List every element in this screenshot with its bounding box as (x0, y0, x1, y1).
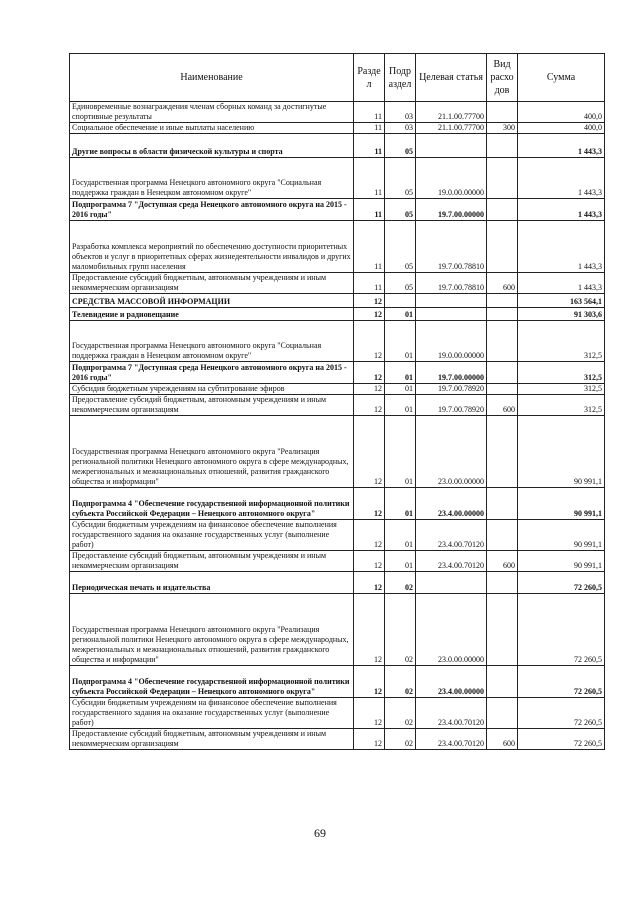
header-name: Наименование (70, 54, 354, 102)
row-kind: 600 (487, 395, 518, 416)
row-target: 21.1.00.77700 (416, 102, 487, 123)
row-name: Государственная программа Ненецкого автономного округа "Реализация региональной политики Ненецкого автономного округа в сфере международных, межрегиональных и межнациональных отношений, развития гражданского общества и информации" (70, 416, 354, 488)
row-sum: 90 991,1 (518, 551, 605, 572)
row-target: 23.4.00.70120 (416, 520, 487, 551)
row-razdel: 12 (354, 520, 385, 551)
row-razdel: 12 (354, 551, 385, 572)
row-podrazdel: 05 (385, 199, 416, 221)
page-number: 69 (314, 826, 326, 840)
table-header-row (70, 54, 605, 102)
table-row (70, 308, 605, 321)
row-target: 23.4.00.00000 (416, 488, 487, 520)
row-podrazdel: 02 (385, 729, 416, 750)
row-target (416, 572, 487, 594)
row-podrazdel: 02 (385, 572, 416, 594)
row-sum: 72 260,5 (518, 594, 605, 666)
row-razdel: 12 (354, 729, 385, 750)
row-kind (487, 666, 518, 698)
row-kind (487, 294, 518, 308)
row-kind (487, 308, 518, 321)
row-target: 19.7.00.78920 (416, 384, 487, 395)
row-sum: 312,5 (518, 321, 605, 362)
row-podrazdel: 05 (385, 273, 416, 294)
row-name: Субсидии бюджетным учреждениям на финансовое обеспечение выполнения государственного задания на оказание государственных услуг (выполнение работ) (70, 520, 354, 551)
row-target (416, 134, 487, 158)
row-razdel: 12 (354, 698, 385, 729)
row-target: 21.1.00.77700 (416, 123, 487, 134)
table-row (70, 273, 605, 294)
row-kind (487, 134, 518, 158)
row-name: Подпрограмма 7 "Доступная среда Ненецкого автономного округа на 2015 - 2016 годы" (70, 199, 354, 221)
row-sum: 312,5 (518, 384, 605, 395)
row-target: 19.7.00.00000 (416, 362, 487, 384)
row-kind (487, 384, 518, 395)
row-sum: 1 443,3 (518, 199, 605, 221)
row-podrazdel: 05 (385, 221, 416, 273)
row-sum: 72 260,5 (518, 666, 605, 698)
row-razdel: 11 (354, 221, 385, 273)
row-name: Подпрограмма 7 "Доступная среда Ненецкого автономного округа на 2015 - 2016 годы" (70, 362, 354, 384)
row-razdel: 11 (354, 134, 385, 158)
row-name: СРЕДСТВА МАССОВОЙ ИНФОРМАЦИИ (70, 294, 354, 308)
row-kind (487, 362, 518, 384)
row-podrazdel: 01 (385, 395, 416, 416)
row-sum: 1 443,3 (518, 158, 605, 199)
row-razdel: 11 (354, 123, 385, 134)
row-razdel: 11 (354, 158, 385, 199)
row-kind: 300 (487, 123, 518, 134)
row-podrazdel: 02 (385, 594, 416, 666)
row-name: Подпрограмма 4 "Обеспечение государственной информационной политики субъекта Российской Федерации – Ненецкого автономного округа" (70, 488, 354, 520)
row-target: 23.0.00.00000 (416, 416, 487, 488)
row-kind (487, 572, 518, 594)
table-row (70, 551, 605, 572)
row-sum: 1 443,3 (518, 273, 605, 294)
row-razdel: 12 (354, 416, 385, 488)
table-row (70, 572, 605, 594)
row-target: 19.0.00.00000 (416, 321, 487, 362)
row-podrazdel: 01 (385, 488, 416, 520)
row-razdel: 11 (354, 199, 385, 221)
row-sum: 312,5 (518, 395, 605, 416)
row-kind (487, 416, 518, 488)
row-razdel: 12 (354, 294, 385, 308)
row-podrazdel: 01 (385, 520, 416, 551)
row-podrazdel (385, 294, 416, 308)
row-kind (487, 698, 518, 729)
table-row (70, 416, 605, 488)
table-row (70, 488, 605, 520)
row-name: Социальное обеспечение и иные выплаты населению (70, 123, 354, 134)
row-kind (487, 158, 518, 199)
row-name: Периодическая печать и издательства (70, 572, 354, 594)
header-target: Целевая статья (416, 54, 487, 102)
row-name: Субсидия бюджетным учреждениям на субтитрование эфиров (70, 384, 354, 395)
row-sum: 90 991,1 (518, 488, 605, 520)
row-name: Подпрограмма 4 "Обеспечение государственной информационной политики субъекта Российской Федерации – Ненецкого автономного округа" (70, 666, 354, 698)
table-row (70, 102, 605, 123)
row-podrazdel: 01 (385, 384, 416, 395)
row-razdel: 11 (354, 273, 385, 294)
row-name: Государственная программа Ненецкого автономного округа "Социальная поддержка граждан в Ненецком автономном округе" (70, 321, 354, 362)
row-kind: 600 (487, 729, 518, 750)
row-sum: 72 260,5 (518, 729, 605, 750)
row-kind: 600 (487, 273, 518, 294)
row-target: 23.4.00.00000 (416, 666, 487, 698)
row-target: 19.0.00.00000 (416, 158, 487, 199)
row-target: 23.0.00.00000 (416, 594, 487, 666)
table-row (70, 294, 605, 308)
row-podrazdel: 05 (385, 158, 416, 199)
row-sum: 400,0 (518, 102, 605, 123)
row-razdel: 12 (354, 395, 385, 416)
row-podrazdel: 05 (385, 134, 416, 158)
row-podrazdel: 02 (385, 666, 416, 698)
table-row (70, 666, 605, 698)
header-podrazdel: Подр аздел (385, 54, 416, 102)
row-kind (487, 488, 518, 520)
row-razdel: 12 (354, 666, 385, 698)
row-target: 19.7.00.78810 (416, 221, 487, 273)
row-kind: 600 (487, 551, 518, 572)
row-kind (487, 221, 518, 273)
table-row (70, 698, 605, 729)
row-name: Государственная программа Ненецкого автономного округа "Реализация региональной политики Ненецкого автономного округа в сфере международных, межрегиональных и межнациональных отношений, развития гражданского общества и информации" (70, 594, 354, 666)
row-podrazdel: 03 (385, 123, 416, 134)
row-target: 19.7.00.78810 (416, 273, 487, 294)
row-sum: 72 260,5 (518, 572, 605, 594)
row-razdel: 11 (354, 102, 385, 123)
row-target (416, 308, 487, 321)
row-sum: 400,0 (518, 123, 605, 134)
row-name: Предоставление субсидий бюджетным, автономным учреждениям и иным некоммерческим организациям (70, 551, 354, 572)
table-row (70, 594, 605, 666)
row-target: 23.4.00.70120 (416, 698, 487, 729)
row-sum: 72 260,5 (518, 698, 605, 729)
row-razdel: 12 (354, 488, 385, 520)
table-row (70, 158, 605, 199)
row-sum: 163 564,1 (518, 294, 605, 308)
row-kind (487, 520, 518, 551)
row-target (416, 294, 487, 308)
row-name: Разработка комплекса мероприятий по обеспечению доступности приоритетных объектов и услуг в приоритетных сферах жизнедеятельности инвалидов и других маломобильных групп населения (70, 221, 354, 273)
row-razdel: 12 (354, 594, 385, 666)
table-row (70, 134, 605, 158)
row-target: 23.4.00.70120 (416, 551, 487, 572)
row-name: Предоставление субсидий бюджетным, автономным учреждениям и иным некоммерческим организациям (70, 729, 354, 750)
table-row (70, 729, 605, 750)
header-sum: Сумма (518, 54, 605, 102)
table-row (70, 321, 605, 362)
row-kind (487, 102, 518, 123)
header-kind: Вид расхо дов (487, 54, 518, 102)
table-row (70, 199, 605, 221)
table-row (70, 384, 605, 395)
row-podrazdel: 01 (385, 551, 416, 572)
table-row (70, 123, 605, 134)
row-podrazdel: 01 (385, 416, 416, 488)
row-sum: 312,5 (518, 362, 605, 384)
row-kind (487, 594, 518, 666)
header-razdel: Разде л (354, 54, 385, 102)
row-kind (487, 321, 518, 362)
row-podrazdel: 01 (385, 362, 416, 384)
row-razdel: 12 (354, 362, 385, 384)
row-sum: 1 443,3 (518, 134, 605, 158)
row-target: 23.4.00.70120 (416, 729, 487, 750)
table-row (70, 221, 605, 273)
row-razdel: 12 (354, 384, 385, 395)
table-row (70, 395, 605, 416)
row-name: Другие вопросы в области физической культуры и спорта (70, 134, 354, 158)
budget-table (69, 53, 605, 750)
row-razdel: 12 (354, 572, 385, 594)
row-name: Предоставление субсидий бюджетным, автономным учреждениям и иным некоммерческим организациям (70, 395, 354, 416)
row-target: 19.7.00.78920 (416, 395, 487, 416)
row-podrazdel: 03 (385, 102, 416, 123)
row-name: Государственная программа Ненецкого автономного округа "Социальная поддержка граждан в Ненецком автономном округе" (70, 158, 354, 199)
row-sum: 1 443,3 (518, 221, 605, 273)
row-name: Предоставление субсидий бюджетным, автономным учреждениям и иным некоммерческим организациям (70, 273, 354, 294)
row-kind (487, 199, 518, 221)
table-row (70, 520, 605, 551)
row-sum: 91 303,6 (518, 308, 605, 321)
row-sum: 90 991,1 (518, 416, 605, 488)
row-podrazdel: 01 (385, 321, 416, 362)
row-razdel: 12 (354, 308, 385, 321)
row-podrazdel: 02 (385, 698, 416, 729)
row-name: Единовременные вознаграждения членам сборных команд за достигнутые спортивные результаты (70, 102, 354, 123)
row-name: Субсидии бюджетным учреждениям на финансовое обеспечение выполнения государственного задания на оказание государственных услуг (выполнение работ) (70, 698, 354, 729)
row-target: 19.7.00.00000 (416, 199, 487, 221)
row-name: Телевидение и радиовещание (70, 308, 354, 321)
row-podrazdel: 01 (385, 308, 416, 321)
row-sum: 90 991,1 (518, 520, 605, 551)
row-razdel: 12 (354, 321, 385, 362)
table-row (70, 362, 605, 384)
